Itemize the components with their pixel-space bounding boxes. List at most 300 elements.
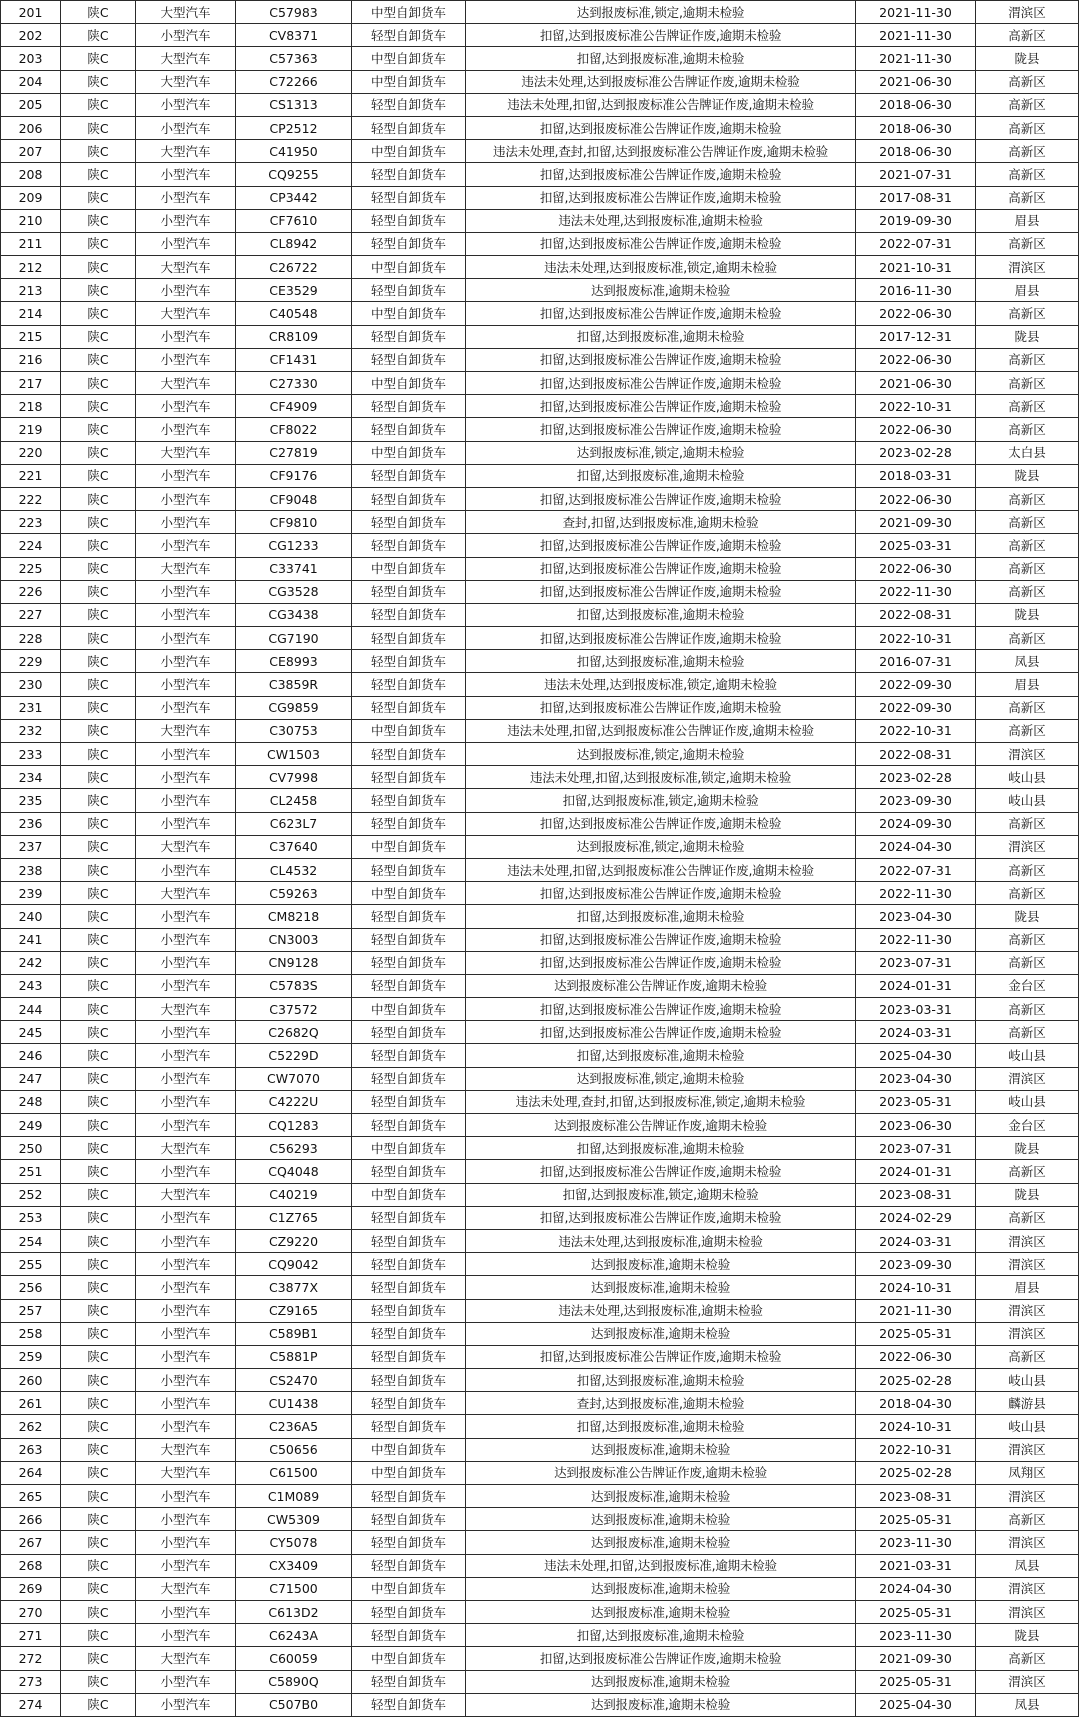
vehicle-type-cell: 轻型自卸货车 xyxy=(352,186,466,209)
plate-type-cell: 小型汽车 xyxy=(136,627,236,650)
inspection-expiry-cell: 2023-04-30 xyxy=(856,1067,976,1090)
vehicle-type-cell: 轻型自卸货车 xyxy=(352,1485,466,1508)
table-row xyxy=(1,1,1079,24)
district-cell: 眉县 xyxy=(976,1276,1079,1299)
vehicle-status-cell: 扣留,达到报废标准公告牌证作废,逾期未检验 xyxy=(466,928,856,951)
table-row xyxy=(1,1415,1079,1438)
plate-number-cell: C5881P xyxy=(236,1345,352,1368)
plate-number-cell: CG9859 xyxy=(236,696,352,719)
plate-number-cell: C5783S xyxy=(236,974,352,997)
vehicle-type-cell: 中型自卸货车 xyxy=(352,1438,466,1461)
plate-type-cell: 小型汽车 xyxy=(136,1624,236,1647)
plate-type-cell: 大型汽车 xyxy=(136,1438,236,1461)
table-body xyxy=(1,1,1079,1717)
row-index-cell: 268 xyxy=(1,1554,61,1577)
row-index-cell: 202 xyxy=(1,24,61,47)
plate-number-cell: CU1438 xyxy=(236,1392,352,1415)
table-row xyxy=(1,256,1079,279)
vehicle-type-cell: 中型自卸货车 xyxy=(352,1461,466,1484)
table-row xyxy=(1,1600,1079,1623)
vehicle-status-cell: 达到报废标准,锁定,逾期未检验 xyxy=(466,1,856,24)
vehicle-type-cell: 轻型自卸货车 xyxy=(352,1369,466,1392)
district-cell: 凤县 xyxy=(976,650,1079,673)
plate-province-cell: 陕C xyxy=(61,140,136,163)
inspection-expiry-cell: 2023-03-31 xyxy=(856,998,976,1021)
table-row xyxy=(1,1137,1079,1160)
plate-type-cell: 大型汽车 xyxy=(136,140,236,163)
plate-type-cell: 小型汽车 xyxy=(136,209,236,232)
vehicle-type-cell: 轻型自卸货车 xyxy=(352,1253,466,1276)
vehicle-status-cell: 达到报废标准,逾期未检验 xyxy=(466,1600,856,1623)
table-row xyxy=(1,418,1079,441)
row-index-cell: 218 xyxy=(1,395,61,418)
plate-type-cell: 小型汽车 xyxy=(136,812,236,835)
plate-number-cell: CW5309 xyxy=(236,1508,352,1531)
plate-province-cell: 陕C xyxy=(61,348,136,371)
row-index-cell: 255 xyxy=(1,1253,61,1276)
table-row xyxy=(1,1067,1079,1090)
district-cell: 岐山县 xyxy=(976,1044,1079,1067)
inspection-expiry-cell: 2017-08-31 xyxy=(856,186,976,209)
table-row xyxy=(1,464,1079,487)
vehicle-type-cell: 轻型自卸货车 xyxy=(352,627,466,650)
vehicle-type-cell: 轻型自卸货车 xyxy=(352,812,466,835)
vehicle-status-cell: 扣留,达到报废标准公告牌证作废,逾期未检验 xyxy=(466,951,856,974)
vehicle-type-cell: 中型自卸货车 xyxy=(352,302,466,325)
table-row xyxy=(1,1577,1079,1600)
row-index-cell: 250 xyxy=(1,1137,61,1160)
table-row xyxy=(1,743,1079,766)
row-index-cell: 203 xyxy=(1,47,61,70)
plate-type-cell: 小型汽车 xyxy=(136,1322,236,1345)
plate-province-cell: 陕C xyxy=(61,1345,136,1368)
inspection-expiry-cell: 2017-12-31 xyxy=(856,325,976,348)
plate-province-cell: 陕C xyxy=(61,1299,136,1322)
plate-province-cell: 陕C xyxy=(61,998,136,1021)
row-index-cell: 227 xyxy=(1,603,61,626)
vehicle-status-cell: 达到报废标准,逾期未检验 xyxy=(466,1693,856,1716)
plate-province-cell: 陕C xyxy=(61,1276,136,1299)
row-index-cell: 207 xyxy=(1,140,61,163)
inspection-expiry-cell: 2024-09-30 xyxy=(856,812,976,835)
vehicle-type-cell: 中型自卸货车 xyxy=(352,140,466,163)
vehicle-status-cell: 违法未处理,达到报废标准,逾期未检验 xyxy=(466,209,856,232)
vehicle-status-cell: 扣留,达到报废标准,锁定,逾期未检验 xyxy=(466,789,856,812)
row-index-cell: 243 xyxy=(1,974,61,997)
inspection-expiry-cell: 2021-11-30 xyxy=(856,47,976,70)
plate-number-cell: C30753 xyxy=(236,719,352,742)
plate-province-cell: 陕C xyxy=(61,1160,136,1183)
vehicle-status-cell: 扣留,达到报废标准,逾期未检验 xyxy=(466,603,856,626)
vehicle-status-cell: 扣留,达到报废标准公告牌证作废,逾期未检验 xyxy=(466,116,856,139)
inspection-expiry-cell: 2023-08-31 xyxy=(856,1485,976,1508)
district-cell: 麟游县 xyxy=(976,1392,1079,1415)
vehicle-type-cell: 中型自卸货车 xyxy=(352,882,466,905)
plate-province-cell: 陕C xyxy=(61,1322,136,1345)
district-cell: 高新区 xyxy=(976,951,1079,974)
plate-type-cell: 大型汽车 xyxy=(136,719,236,742)
row-index-cell: 248 xyxy=(1,1090,61,1113)
inspection-expiry-cell: 2024-10-31 xyxy=(856,1415,976,1438)
plate-province-cell: 陕C xyxy=(61,325,136,348)
vehicle-type-cell: 中型自卸货车 xyxy=(352,372,466,395)
vehicle-status-cell: 达到报废标准,逾期未检验 xyxy=(466,1322,856,1345)
district-cell: 高新区 xyxy=(976,696,1079,719)
table-row xyxy=(1,1392,1079,1415)
table-row xyxy=(1,70,1079,93)
vehicle-type-cell: 轻型自卸货车 xyxy=(352,743,466,766)
district-cell: 岐山县 xyxy=(976,766,1079,789)
plate-number-cell: CF1431 xyxy=(236,348,352,371)
plate-number-cell: CF8022 xyxy=(236,418,352,441)
vehicle-status-cell: 扣留,达到报废标准公告牌证作废,逾期未检验 xyxy=(466,1647,856,1670)
row-index-cell: 223 xyxy=(1,511,61,534)
vehicle-type-cell: 轻型自卸货车 xyxy=(352,418,466,441)
plate-type-cell: 小型汽车 xyxy=(136,673,236,696)
inspection-expiry-cell: 2021-11-30 xyxy=(856,1299,976,1322)
plate-type-cell: 大型汽车 xyxy=(136,998,236,1021)
district-cell: 高新区 xyxy=(976,186,1079,209)
plate-number-cell: C236A5 xyxy=(236,1415,352,1438)
district-cell: 高新区 xyxy=(976,70,1079,93)
vehicle-status-cell: 扣留,达到报废标准公告牌证作废,逾期未检验 xyxy=(466,812,856,835)
inspection-expiry-cell: 2016-07-31 xyxy=(856,650,976,673)
plate-province-cell: 陕C xyxy=(61,209,136,232)
vehicle-status-cell: 扣留,达到报废标准公告牌证作废,逾期未检验 xyxy=(466,1206,856,1229)
table-row xyxy=(1,1276,1079,1299)
plate-province-cell: 陕C xyxy=(61,1485,136,1508)
row-index-cell: 226 xyxy=(1,580,61,603)
plate-number-cell: CR8109 xyxy=(236,325,352,348)
table-row xyxy=(1,1670,1079,1693)
inspection-expiry-cell: 2023-02-28 xyxy=(856,441,976,464)
plate-number-cell: C623L7 xyxy=(236,812,352,835)
row-index-cell: 212 xyxy=(1,256,61,279)
inspection-expiry-cell: 2022-08-31 xyxy=(856,603,976,626)
plate-number-cell: CZ9220 xyxy=(236,1229,352,1252)
vehicle-type-cell: 轻型自卸货车 xyxy=(352,487,466,510)
plate-number-cell: CZ9165 xyxy=(236,1299,352,1322)
plate-province-cell: 陕C xyxy=(61,1461,136,1484)
plate-province-cell: 陕C xyxy=(61,1438,136,1461)
plate-province-cell: 陕C xyxy=(61,441,136,464)
plate-province-cell: 陕C xyxy=(61,1021,136,1044)
vehicle-type-cell: 中型自卸货车 xyxy=(352,1647,466,1670)
inspection-expiry-cell: 2023-08-31 xyxy=(856,1183,976,1206)
inspection-expiry-cell: 2021-11-30 xyxy=(856,1,976,24)
row-index-cell: 204 xyxy=(1,70,61,93)
district-cell: 眉县 xyxy=(976,673,1079,696)
row-index-cell: 235 xyxy=(1,789,61,812)
vehicle-status-cell: 违法未处理,达到报废标准,锁定,逾期未检验 xyxy=(466,256,856,279)
district-cell: 岐山县 xyxy=(976,1369,1079,1392)
plate-type-cell: 小型汽车 xyxy=(136,1160,236,1183)
vehicle-status-cell: 扣留,达到报废标准公告牌证作废,逾期未检验 xyxy=(466,395,856,418)
plate-type-cell: 小型汽车 xyxy=(136,534,236,557)
district-cell: 岐山县 xyxy=(976,1090,1079,1113)
row-index-cell: 222 xyxy=(1,487,61,510)
plate-number-cell: C1Z765 xyxy=(236,1206,352,1229)
plate-number-cell: C57983 xyxy=(236,1,352,24)
plate-province-cell: 陕C xyxy=(61,858,136,881)
vehicle-type-cell: 轻型自卸货车 xyxy=(352,974,466,997)
plate-type-cell: 小型汽车 xyxy=(136,1531,236,1554)
vehicle-status-cell: 违法未处理,扣留,达到报废标准公告牌证作废,逾期未检验 xyxy=(466,858,856,881)
plate-number-cell: CG1233 xyxy=(236,534,352,557)
district-cell: 渭滨区 xyxy=(976,1438,1079,1461)
vehicle-type-cell: 轻型自卸货车 xyxy=(352,1114,466,1137)
plate-type-cell: 大型汽车 xyxy=(136,1461,236,1484)
table-row xyxy=(1,302,1079,325)
plate-type-cell: 小型汽车 xyxy=(136,1345,236,1368)
vehicle-status-cell: 扣留,达到报废标准公告牌证作废,逾期未检验 xyxy=(466,24,856,47)
inspection-expiry-cell: 2022-10-31 xyxy=(856,395,976,418)
district-cell: 高新区 xyxy=(976,928,1079,951)
row-index-cell: 240 xyxy=(1,905,61,928)
plate-province-cell: 陕C xyxy=(61,928,136,951)
table-row xyxy=(1,93,1079,116)
plate-type-cell: 小型汽车 xyxy=(136,464,236,487)
vehicle-status-cell: 扣留,达到报废标准,逾期未检验 xyxy=(466,1044,856,1067)
plate-type-cell: 小型汽车 xyxy=(136,696,236,719)
plate-type-cell: 小型汽车 xyxy=(136,1090,236,1113)
vehicle-status-cell: 扣留,达到报废标准公告牌证作废,逾期未检验 xyxy=(466,627,856,650)
vehicle-type-cell: 轻型自卸货车 xyxy=(352,464,466,487)
row-index-cell: 242 xyxy=(1,951,61,974)
plate-province-cell: 陕C xyxy=(61,395,136,418)
inspection-expiry-cell: 2025-02-28 xyxy=(856,1461,976,1484)
plate-type-cell: 小型汽车 xyxy=(136,395,236,418)
district-cell: 高新区 xyxy=(976,163,1079,186)
district-cell: 陇县 xyxy=(976,905,1079,928)
vehicle-type-cell: 轻型自卸货车 xyxy=(352,1067,466,1090)
plate-number-cell: CF7610 xyxy=(236,209,352,232)
plate-number-cell: C4222U xyxy=(236,1090,352,1113)
table-row xyxy=(1,47,1079,70)
plate-number-cell: C5890Q xyxy=(236,1670,352,1693)
vehicle-type-cell: 轻型自卸货车 xyxy=(352,348,466,371)
inspection-expiry-cell: 2025-05-31 xyxy=(856,1508,976,1531)
district-cell: 高新区 xyxy=(976,348,1079,371)
district-cell: 高新区 xyxy=(976,719,1079,742)
plate-province-cell: 陕C xyxy=(61,1415,136,1438)
vehicle-status-cell: 扣留,达到报废标准公告牌证作废,逾期未检验 xyxy=(466,372,856,395)
plate-number-cell: C59263 xyxy=(236,882,352,905)
plate-province-cell: 陕C xyxy=(61,372,136,395)
table-row xyxy=(1,905,1079,928)
vehicle-status-cell: 达到报废标准公告牌证作废,逾期未检验 xyxy=(466,1461,856,1484)
plate-province-cell: 陕C xyxy=(61,1114,136,1137)
row-index-cell: 233 xyxy=(1,743,61,766)
inspection-expiry-cell: 2022-09-30 xyxy=(856,673,976,696)
district-cell: 渭滨区 xyxy=(976,1577,1079,1600)
table-row xyxy=(1,1322,1079,1345)
district-cell: 高新区 xyxy=(976,372,1079,395)
row-index-cell: 217 xyxy=(1,372,61,395)
row-index-cell: 263 xyxy=(1,1438,61,1461)
plate-number-cell: CN9128 xyxy=(236,951,352,974)
plate-number-cell: C27819 xyxy=(236,441,352,464)
plate-province-cell: 陕C xyxy=(61,1229,136,1252)
plate-number-cell: C56293 xyxy=(236,1137,352,1160)
plate-province-cell: 陕C xyxy=(61,116,136,139)
plate-type-cell: 小型汽车 xyxy=(136,1044,236,1067)
plate-type-cell: 大型汽车 xyxy=(136,1137,236,1160)
inspection-expiry-cell: 2023-05-31 xyxy=(856,1090,976,1113)
district-cell: 高新区 xyxy=(976,1160,1079,1183)
vehicle-type-cell: 中型自卸货车 xyxy=(352,1,466,24)
plate-number-cell: C5229D xyxy=(236,1044,352,1067)
table-row xyxy=(1,650,1079,673)
plate-number-cell: CG7190 xyxy=(236,627,352,650)
vehicle-type-cell: 轻型自卸货车 xyxy=(352,1693,466,1716)
plate-number-cell: CF9810 xyxy=(236,511,352,534)
plate-province-cell: 陕C xyxy=(61,70,136,93)
plate-province-cell: 陕C xyxy=(61,302,136,325)
district-cell: 渭滨区 xyxy=(976,1531,1079,1554)
table-row xyxy=(1,1508,1079,1531)
district-cell: 渭滨区 xyxy=(976,1067,1079,1090)
plate-number-cell: C37572 xyxy=(236,998,352,1021)
plate-province-cell: 陕C xyxy=(61,1369,136,1392)
district-cell: 凤翔区 xyxy=(976,1461,1079,1484)
vehicle-type-cell: 轻型自卸货车 xyxy=(352,1044,466,1067)
plate-number-cell: C41950 xyxy=(236,140,352,163)
plate-type-cell: 小型汽车 xyxy=(136,928,236,951)
vehicle-type-cell: 轻型自卸货车 xyxy=(352,1345,466,1368)
inspection-expiry-cell: 2022-07-31 xyxy=(856,858,976,881)
district-cell: 高新区 xyxy=(976,511,1079,534)
district-cell: 高新区 xyxy=(976,557,1079,580)
inspection-expiry-cell: 2018-06-30 xyxy=(856,116,976,139)
vehicle-type-cell: 轻型自卸货车 xyxy=(352,951,466,974)
vehicle-type-cell: 轻型自卸货车 xyxy=(352,1508,466,1531)
row-index-cell: 246 xyxy=(1,1044,61,1067)
plate-type-cell: 小型汽车 xyxy=(136,232,236,255)
plate-province-cell: 陕C xyxy=(61,719,136,742)
district-cell: 陇县 xyxy=(976,464,1079,487)
plate-type-cell: 小型汽车 xyxy=(136,1276,236,1299)
inspection-expiry-cell: 2022-06-30 xyxy=(856,418,976,441)
district-cell: 高新区 xyxy=(976,487,1079,510)
plate-type-cell: 小型汽车 xyxy=(136,325,236,348)
plate-type-cell: 小型汽车 xyxy=(136,766,236,789)
plate-type-cell: 小型汽车 xyxy=(136,1114,236,1137)
plate-province-cell: 陕C xyxy=(61,1,136,24)
plate-type-cell: 小型汽车 xyxy=(136,279,236,302)
plate-province-cell: 陕C xyxy=(61,789,136,812)
row-index-cell: 241 xyxy=(1,928,61,951)
plate-number-cell: C2682Q xyxy=(236,1021,352,1044)
table-row xyxy=(1,1253,1079,1276)
inspection-expiry-cell: 2023-07-31 xyxy=(856,951,976,974)
district-cell: 高新区 xyxy=(976,812,1079,835)
plate-type-cell: 小型汽车 xyxy=(136,93,236,116)
plate-number-cell: CS1313 xyxy=(236,93,352,116)
plate-number-cell: C71500 xyxy=(236,1577,352,1600)
row-index-cell: 229 xyxy=(1,650,61,673)
table-row xyxy=(1,186,1079,209)
plate-number-cell: CL2458 xyxy=(236,789,352,812)
vehicle-status-cell: 扣留,达到报废标准公告牌证作废,逾期未检验 xyxy=(466,534,856,557)
plate-number-cell: C3877X xyxy=(236,1276,352,1299)
vehicle-type-cell: 轻型自卸货车 xyxy=(352,1276,466,1299)
inspection-expiry-cell: 2022-11-30 xyxy=(856,928,976,951)
vehicle-type-cell: 轻型自卸货车 xyxy=(352,1299,466,1322)
plate-number-cell: CQ1283 xyxy=(236,1114,352,1137)
plate-number-cell: CL8942 xyxy=(236,232,352,255)
district-cell: 高新区 xyxy=(976,1206,1079,1229)
row-index-cell: 237 xyxy=(1,835,61,858)
plate-number-cell: CV7998 xyxy=(236,766,352,789)
row-index-cell: 245 xyxy=(1,1021,61,1044)
plate-type-cell: 小型汽车 xyxy=(136,511,236,534)
vehicle-status-cell: 扣留,达到报废标准,逾期未检验 xyxy=(466,905,856,928)
inspection-expiry-cell: 2022-06-30 xyxy=(856,557,976,580)
plate-type-cell: 大型汽车 xyxy=(136,70,236,93)
inspection-expiry-cell: 2025-02-28 xyxy=(856,1369,976,1392)
vehicle-status-cell: 扣留,达到报废标准,逾期未检验 xyxy=(466,1415,856,1438)
plate-type-cell: 小型汽车 xyxy=(136,650,236,673)
vehicle-status-cell: 扣留,达到报废标准公告牌证作废,逾期未检验 xyxy=(466,163,856,186)
plate-number-cell: CX3409 xyxy=(236,1554,352,1577)
row-index-cell: 225 xyxy=(1,557,61,580)
plate-province-cell: 陕C xyxy=(61,1670,136,1693)
table-row xyxy=(1,1299,1079,1322)
district-cell: 凤县 xyxy=(976,1693,1079,1716)
plate-type-cell: 小型汽车 xyxy=(136,603,236,626)
district-cell: 高新区 xyxy=(976,302,1079,325)
district-cell: 渭滨区 xyxy=(976,1299,1079,1322)
table-row xyxy=(1,232,1079,255)
vehicle-type-cell: 轻型自卸货车 xyxy=(352,1090,466,1113)
plate-number-cell: C589B1 xyxy=(236,1322,352,1345)
plate-province-cell: 陕C xyxy=(61,1137,136,1160)
inspection-expiry-cell: 2025-04-30 xyxy=(856,1693,976,1716)
plate-province-cell: 陕C xyxy=(61,1090,136,1113)
plate-number-cell: CN3003 xyxy=(236,928,352,951)
plate-number-cell: C37640 xyxy=(236,835,352,858)
plate-number-cell: CF4909 xyxy=(236,395,352,418)
vehicle-type-cell: 轻型自卸货车 xyxy=(352,1600,466,1623)
vehicle-type-cell: 中型自卸货车 xyxy=(352,835,466,858)
plate-type-cell: 小型汽车 xyxy=(136,1369,236,1392)
plate-type-cell: 小型汽车 xyxy=(136,1021,236,1044)
vehicle-status-cell: 达到报废标准,逾期未检验 xyxy=(466,1253,856,1276)
vehicle-type-cell: 轻型自卸货车 xyxy=(352,1531,466,1554)
row-index-cell: 236 xyxy=(1,812,61,835)
plate-province-cell: 陕C xyxy=(61,1693,136,1716)
plate-number-cell: C72266 xyxy=(236,70,352,93)
district-cell: 渭滨区 xyxy=(976,1670,1079,1693)
vehicle-status-cell: 扣留,达到报废标准公告牌证作废,逾期未检验 xyxy=(466,1160,856,1183)
vehicle-type-cell: 轻型自卸货车 xyxy=(352,232,466,255)
table-row xyxy=(1,395,1079,418)
plate-number-cell: CW7070 xyxy=(236,1067,352,1090)
vehicle-type-cell: 轻型自卸货车 xyxy=(352,1670,466,1693)
vehicle-status-cell: 扣留,达到报废标准公告牌证作废,逾期未检验 xyxy=(466,1345,856,1368)
plate-province-cell: 陕C xyxy=(61,882,136,905)
vehicle-type-cell: 轻型自卸货车 xyxy=(352,928,466,951)
vehicle-type-cell: 中型自卸货车 xyxy=(352,441,466,464)
table-row xyxy=(1,928,1079,951)
row-index-cell: 271 xyxy=(1,1624,61,1647)
vehicle-type-cell: 轻型自卸货车 xyxy=(352,766,466,789)
plate-type-cell: 大型汽车 xyxy=(136,1183,236,1206)
plate-province-cell: 陕C xyxy=(61,232,136,255)
vehicle-status-cell: 扣留,达到报废标准公告牌证作废,逾期未检验 xyxy=(466,580,856,603)
plate-type-cell: 小型汽车 xyxy=(136,905,236,928)
